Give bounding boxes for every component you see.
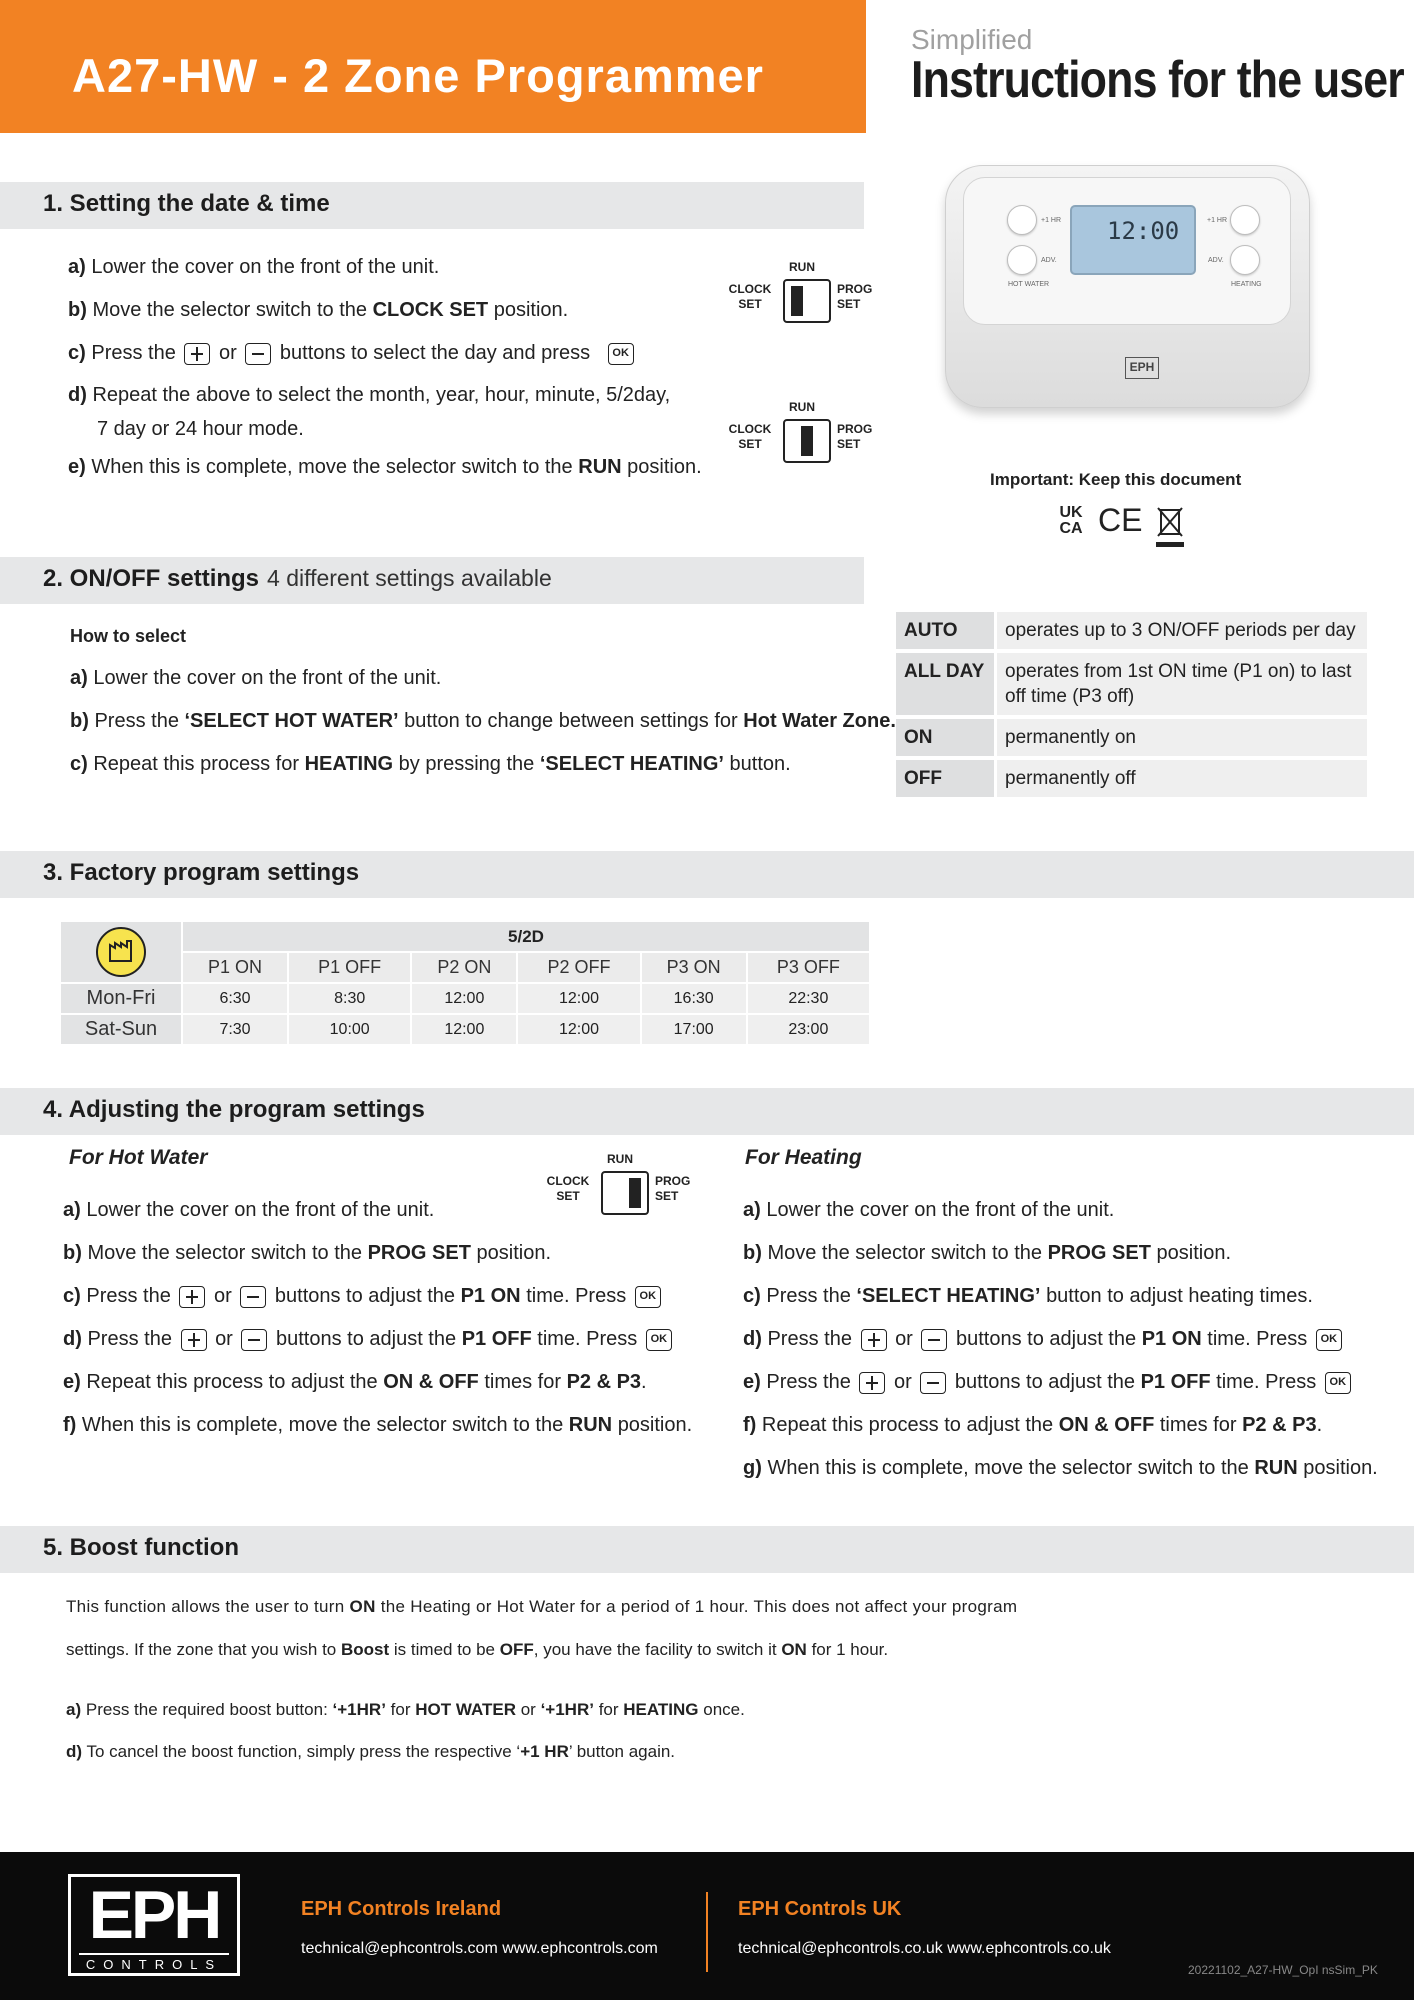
certification-marks bbox=[1054, 502, 1189, 552]
switch-prog-text: PROG bbox=[655, 1174, 691, 1188]
heating-adv-button bbox=[1230, 245, 1260, 275]
boost-paragraph-line-1 bbox=[66, 1594, 1017, 1620]
step-bold: ‘SELECT HEATING’ bbox=[539, 753, 724, 775]
plus-key-icon bbox=[179, 1286, 205, 1308]
table-row bbox=[61, 922, 869, 951]
step-text: Move the selector switch to the bbox=[87, 1242, 363, 1264]
section-5-title: 5. Boost function bbox=[43, 1534, 239, 1561]
eph-controls-logo bbox=[68, 1874, 240, 1976]
section-5-header bbox=[0, 1526, 1414, 1573]
hot-water-adv-button bbox=[1007, 245, 1037, 275]
para-text: , you have the facility to switch it bbox=[533, 1640, 777, 1659]
step-text: for bbox=[390, 1700, 411, 1719]
step-bold: P1 OFF bbox=[1140, 1371, 1211, 1393]
step-bold: RUN bbox=[578, 456, 622, 478]
ht-step-a bbox=[743, 1197, 1114, 1223]
ht-step-d bbox=[743, 1326, 1345, 1352]
boost-step-d bbox=[66, 1739, 675, 1765]
step-label: b) bbox=[63, 1242, 82, 1264]
header-main-title: Instructions for the user bbox=[911, 51, 1404, 109]
step-label: c) bbox=[63, 1285, 81, 1307]
boost-paragraph-line-2 bbox=[66, 1637, 888, 1663]
plus-key-icon bbox=[861, 1329, 887, 1351]
s1-step-e bbox=[68, 454, 702, 480]
step-text: once. bbox=[703, 1700, 745, 1719]
hw-step-b bbox=[63, 1240, 551, 1266]
s1-step-c bbox=[68, 340, 637, 366]
setting-key: AUTO bbox=[896, 612, 997, 649]
switch-prog-text: PROG bbox=[837, 282, 873, 296]
switch-clock-label bbox=[545, 1174, 591, 1204]
para-text: for 1 hour. bbox=[811, 1640, 889, 1659]
program-mode-header: 5/2D bbox=[183, 922, 869, 951]
time-cell: 10:00 bbox=[289, 1015, 410, 1044]
onoff-settings-table bbox=[896, 608, 1367, 801]
step-text: times for bbox=[1159, 1414, 1237, 1436]
step-label: a) bbox=[63, 1199, 81, 1221]
table-row bbox=[61, 984, 869, 1013]
step-text: time. Press bbox=[1216, 1371, 1317, 1393]
header-subtitle: Simplified bbox=[911, 24, 1033, 55]
step-bold: Hot Water Zone. bbox=[743, 710, 896, 732]
step-text: Press the bbox=[87, 1328, 172, 1350]
time-cell: 6:30 bbox=[183, 984, 287, 1013]
period-header: P2 OFF bbox=[518, 953, 639, 982]
ht-step-c bbox=[743, 1283, 1313, 1309]
step-text: buttons to adjust the bbox=[275, 1328, 457, 1350]
time-cell: 12:00 bbox=[518, 984, 639, 1013]
switch-body bbox=[783, 419, 831, 463]
selector-switch-prog-set bbox=[545, 1152, 695, 1222]
step-label: a) bbox=[70, 667, 88, 689]
s2-step-c bbox=[70, 751, 791, 777]
switch-body bbox=[783, 279, 831, 323]
table-row bbox=[896, 760, 1367, 797]
time-cell: 8:30 bbox=[289, 984, 410, 1013]
step-bold: P1 ON bbox=[1141, 1328, 1202, 1350]
minus-key-icon bbox=[920, 1372, 946, 1394]
time-cell: 7:30 bbox=[183, 1015, 287, 1044]
period-header: P1 OFF bbox=[289, 953, 410, 982]
step-text: ’ button again. bbox=[568, 1742, 676, 1761]
ireland-title: EPH Controls Ireland bbox=[301, 1898, 502, 1920]
section-3-header bbox=[0, 851, 1414, 898]
step-text: . bbox=[641, 1371, 647, 1393]
step-text: Repeat the above to select the month, year, hour, minute, 5/2day, bbox=[92, 384, 671, 406]
step-bold: ‘SELECT HOT WATER’ bbox=[184, 710, 399, 732]
switch-knob bbox=[791, 286, 803, 316]
switch-set-text: SET bbox=[837, 437, 861, 451]
step-text: Press the bbox=[94, 710, 179, 732]
switch-set-text: SET bbox=[738, 437, 762, 451]
step-text: Lower the cover on the front of the unit. bbox=[91, 256, 440, 278]
period-header: P2 ON bbox=[412, 953, 516, 982]
section-4-header bbox=[0, 1088, 1414, 1135]
step-label: g) bbox=[743, 1457, 762, 1479]
setting-desc: permanently off bbox=[997, 760, 1367, 797]
section-1-title: 1. Setting the date & time bbox=[43, 190, 330, 217]
table-row bbox=[61, 1015, 869, 1044]
step-text: button to adjust heating times. bbox=[1046, 1285, 1313, 1307]
device-logo: EPH bbox=[1125, 357, 1159, 379]
step-text: position. bbox=[1303, 1457, 1378, 1479]
ok-key-icon: OK bbox=[608, 343, 634, 365]
time-cell: 17:00 bbox=[642, 1015, 746, 1044]
table-row bbox=[61, 953, 869, 982]
s1-step-b bbox=[68, 297, 568, 323]
period-header: P3 ON bbox=[642, 953, 746, 982]
step-bold: HEATING bbox=[623, 1700, 699, 1719]
s1-step-d-cont: 7 day or 24 hour mode. bbox=[97, 418, 304, 440]
step-bold: ON & OFF bbox=[1058, 1414, 1155, 1436]
step-text: or bbox=[895, 1328, 913, 1350]
hw-step-c bbox=[63, 1283, 664, 1309]
step-text: To cancel the boost function, simply press the respective ‘ bbox=[86, 1742, 521, 1761]
uk-title: EPH Controls UK bbox=[738, 1898, 902, 1920]
minus-key-icon bbox=[241, 1329, 267, 1351]
factory-icon bbox=[96, 927, 146, 977]
ht-step-e bbox=[743, 1369, 1354, 1395]
step-text: or bbox=[520, 1700, 536, 1719]
switch-knob bbox=[801, 426, 813, 456]
hw-step-f bbox=[63, 1412, 692, 1438]
switch-set-text: SET bbox=[556, 1189, 580, 1203]
step-bold: PROG SET bbox=[1047, 1242, 1151, 1264]
setting-desc: permanently on bbox=[997, 719, 1367, 756]
switch-set-text: SET bbox=[837, 297, 861, 311]
factory-program-table bbox=[59, 920, 871, 1046]
table-row bbox=[896, 719, 1367, 756]
step-text: buttons to adjust the bbox=[954, 1371, 1136, 1393]
day-cell: Mon-Fri bbox=[61, 984, 181, 1013]
step-text: Move the selector switch to the bbox=[767, 1242, 1043, 1264]
device-label-adv-right: ADV. bbox=[1208, 257, 1224, 264]
step-text: When this is complete, move the selector switch to the bbox=[81, 1414, 564, 1436]
heating-subheading: For Heating bbox=[745, 1146, 862, 1169]
ireland-contact[interactable]: technical@ephcontrols.com www.ephcontrols.com bbox=[301, 1940, 658, 1957]
device-lcd bbox=[1070, 205, 1196, 275]
step-label: c) bbox=[70, 753, 88, 775]
step-bold: PROG SET bbox=[367, 1242, 471, 1264]
device-label-1hr-right: +1 HR bbox=[1207, 217, 1228, 224]
step-text: or bbox=[213, 1285, 232, 1307]
boost-step-a bbox=[66, 1697, 745, 1723]
ce-mark: CE bbox=[1098, 502, 1143, 538]
section-1-header bbox=[0, 182, 864, 229]
ok-key-icon: OK bbox=[1325, 1372, 1351, 1394]
setting-desc: operates from 1st ON time (P1 on) to last off time (P3 off) bbox=[997, 653, 1367, 715]
step-text: time. Press bbox=[526, 1285, 627, 1307]
para-text: the Heating or Hot Water for a period of 1 hour. This does not affect your program bbox=[380, 1597, 1018, 1616]
factory-glyph-icon bbox=[98, 929, 144, 975]
step-text: times for bbox=[484, 1371, 561, 1393]
step-text: Press the bbox=[767, 1328, 852, 1350]
product-title: A27-HW - 2 Zone Programmer bbox=[72, 49, 764, 102]
switch-clock-label bbox=[727, 282, 773, 312]
step-label: c) bbox=[743, 1285, 761, 1307]
step-text: for bbox=[598, 1700, 619, 1719]
step-text: Press the bbox=[766, 1371, 851, 1393]
hw-step-d bbox=[63, 1326, 675, 1352]
step-text: position. bbox=[627, 456, 702, 478]
setting-key: ALL DAY bbox=[896, 653, 997, 715]
step-bold: ‘+1HR’ bbox=[540, 1700, 594, 1719]
section-3-title: 3. Factory program settings bbox=[43, 859, 360, 886]
step-label: d) bbox=[68, 384, 87, 406]
hot-water-plus1hr-button bbox=[1007, 205, 1037, 235]
step-label: f) bbox=[743, 1414, 757, 1436]
para-text: is timed to be bbox=[393, 1640, 496, 1659]
time-cell: 12:00 bbox=[518, 1015, 639, 1044]
section-2-title-text: 2. ON/OFF settings bbox=[43, 565, 260, 592]
ht-step-g bbox=[743, 1455, 1378, 1481]
ht-step-f bbox=[743, 1412, 1322, 1438]
switch-set-text: SET bbox=[738, 297, 762, 311]
step-label: d) bbox=[66, 1742, 83, 1761]
device-label-heating: HEATING bbox=[1231, 281, 1262, 288]
step-text: Press the bbox=[91, 342, 176, 364]
section-2-title bbox=[43, 565, 552, 593]
step-text: Lower the cover on the front of the unit. bbox=[766, 1199, 1115, 1221]
important-note: Important: Keep this document bbox=[990, 470, 1242, 489]
step-text: Lower the cover on the front of the unit. bbox=[86, 1199, 435, 1221]
step-text: or bbox=[893, 1371, 912, 1393]
device-label-1hr-left: +1 HR bbox=[1041, 217, 1062, 224]
para-text: This function allows the user to turn bbox=[66, 1597, 345, 1616]
minus-key-icon bbox=[240, 1286, 266, 1308]
step-bold: P2 & P3 bbox=[566, 1371, 642, 1393]
s2-step-a bbox=[70, 665, 441, 691]
document-code: 20221102_A27-HW_OpI nsSim_PK bbox=[1188, 1963, 1378, 1977]
step-text: time. Press bbox=[1207, 1328, 1308, 1350]
weee-bin-icon bbox=[1154, 502, 1186, 552]
step-bold: CLOCK SET bbox=[372, 299, 489, 321]
table-row bbox=[896, 653, 1367, 715]
step-bold: RUN bbox=[568, 1414, 613, 1436]
ok-key-icon: OK bbox=[635, 1286, 661, 1308]
time-cell: 12:00 bbox=[412, 1015, 516, 1044]
hot-water-subheading: For Hot Water bbox=[69, 1146, 208, 1169]
switch-run-label: RUN bbox=[607, 1152, 633, 1166]
switch-clock-text: CLOCK bbox=[546, 1174, 590, 1188]
step-text: position. bbox=[493, 299, 569, 321]
switch-prog-label bbox=[837, 282, 872, 312]
section-2-subtitle: 4 different settings available bbox=[267, 565, 552, 591]
step-text: buttons to adjust the bbox=[274, 1285, 456, 1307]
step-label: d) bbox=[63, 1328, 82, 1350]
setting-desc: operates up to 3 ON/OFF periods per day bbox=[997, 612, 1367, 649]
ukca-mark: UK CA bbox=[1059, 504, 1083, 537]
step-label: e) bbox=[743, 1371, 761, 1393]
step-text: buttons to adjust the bbox=[955, 1328, 1137, 1350]
step-text: button. bbox=[729, 753, 791, 775]
para-bold: ON bbox=[781, 1640, 807, 1659]
step-label: a) bbox=[68, 256, 86, 278]
logo-subtext: CONTROLS bbox=[79, 1953, 229, 1972]
step-text: When this is complete, move the selector switch to the bbox=[91, 456, 573, 478]
step-text: Repeat this process to adjust the bbox=[86, 1371, 378, 1393]
step-text: or bbox=[215, 1328, 233, 1350]
step-text: or bbox=[218, 342, 237, 364]
selector-switch-run bbox=[727, 400, 877, 470]
time-cell: 22:30 bbox=[748, 984, 869, 1013]
selector-switch-clock-set bbox=[727, 260, 877, 330]
footer-divider bbox=[706, 1892, 708, 1972]
step-label: e) bbox=[63, 1371, 81, 1393]
switch-prog-text: PROG bbox=[837, 422, 873, 436]
switch-body bbox=[601, 1171, 649, 1215]
s1-step-d bbox=[68, 382, 670, 408]
minus-key-icon bbox=[245, 343, 271, 365]
device-image bbox=[945, 165, 1310, 410]
ok-key-icon: OK bbox=[1316, 1329, 1342, 1351]
step-text: Press the bbox=[766, 1285, 851, 1307]
step-text: When this is complete, move the selector switch to the bbox=[767, 1457, 1249, 1479]
step-bold: ON & OFF bbox=[383, 1371, 479, 1393]
heating-plus1hr-button bbox=[1230, 205, 1260, 235]
step-text: Repeat this process to adjust the bbox=[761, 1414, 1054, 1436]
step-text: Repeat this process for bbox=[93, 753, 300, 775]
time-cell: 23:00 bbox=[748, 1015, 869, 1044]
step-text: Lower the cover on the front of the unit. bbox=[93, 667, 442, 689]
s1-step-a bbox=[68, 254, 439, 280]
factory-icon-cell bbox=[61, 922, 181, 982]
step-bold: P1 ON bbox=[460, 1285, 521, 1307]
lcd-time: 12:00 bbox=[1107, 217, 1180, 245]
switch-set-text: SET bbox=[655, 1189, 679, 1203]
step-bold: HEATING bbox=[304, 753, 394, 775]
step-label: b) bbox=[743, 1242, 762, 1264]
step-bold: P1 OFF bbox=[461, 1328, 532, 1350]
step-label: c) bbox=[68, 342, 86, 364]
step-text: position. bbox=[1156, 1242, 1232, 1264]
uk-contact[interactable]: technical@ephcontrols.co.uk www.ephcontrols.co.uk bbox=[738, 1940, 1111, 1957]
para-bold: Boost bbox=[341, 1640, 390, 1659]
period-header: P3 OFF bbox=[748, 953, 869, 982]
switch-clock-label bbox=[727, 422, 773, 452]
step-text: . bbox=[1316, 1414, 1323, 1436]
step-label: d) bbox=[743, 1328, 762, 1350]
step-text: Press the required boost button: bbox=[85, 1700, 328, 1719]
step-text: time. Press bbox=[537, 1328, 638, 1350]
plus-key-icon bbox=[181, 1329, 207, 1351]
ht-step-b bbox=[743, 1240, 1231, 1266]
plus-key-icon bbox=[859, 1372, 885, 1394]
setting-key: ON bbox=[896, 719, 997, 756]
switch-clock-text: CLOCK bbox=[728, 422, 772, 436]
section-2-header bbox=[0, 557, 864, 604]
switch-clock-text: CLOCK bbox=[728, 282, 772, 296]
section-4-title: 4. Adjusting the program settings bbox=[43, 1096, 425, 1123]
step-text: Move the selector switch to the bbox=[92, 299, 368, 321]
step-bold: ‘+1HR’ bbox=[332, 1700, 386, 1719]
step-bold: RUN bbox=[1254, 1457, 1298, 1479]
period-header: P1 ON bbox=[183, 953, 287, 982]
hw-step-e bbox=[63, 1369, 647, 1395]
step-label: a) bbox=[743, 1199, 761, 1221]
step-label: a) bbox=[66, 1700, 82, 1719]
device-label-hot-water: HOT WATER bbox=[1008, 281, 1050, 288]
device-label-adv-left: ADV. bbox=[1041, 257, 1057, 264]
step-text: button to change between settings for bbox=[404, 710, 738, 732]
step-label: e) bbox=[68, 456, 86, 478]
day-cell: Sat-Sun bbox=[61, 1015, 181, 1044]
plus-key-icon bbox=[184, 343, 210, 365]
logo-text: EPH bbox=[88, 1877, 220, 1953]
switch-run-label: RUN bbox=[789, 260, 815, 274]
time-cell: 16:30 bbox=[642, 984, 746, 1013]
step-text: buttons to select the day and press bbox=[279, 342, 591, 364]
minus-key-icon bbox=[921, 1329, 947, 1351]
step-label: b) bbox=[70, 710, 89, 732]
step-text: Press the bbox=[86, 1285, 171, 1307]
table-row bbox=[896, 612, 1367, 649]
how-to-select-heading: How to select bbox=[70, 626, 187, 646]
step-bold: +1 HR bbox=[520, 1742, 569, 1761]
step-text: position. bbox=[476, 1242, 552, 1264]
s2-step-b bbox=[70, 708, 896, 734]
switch-knob bbox=[629, 1178, 641, 1208]
step-bold: HOT WATER bbox=[415, 1700, 516, 1719]
step-bold: ‘SELECT HEATING’ bbox=[856, 1285, 1041, 1307]
switch-run-label: RUN bbox=[789, 400, 815, 414]
step-bold: P2 & P3 bbox=[1242, 1414, 1317, 1436]
para-bold: OFF bbox=[499, 1640, 534, 1659]
switch-prog-label bbox=[837, 422, 872, 452]
switch-prog-label bbox=[655, 1174, 690, 1204]
step-text: by pressing the bbox=[398, 753, 535, 775]
setting-key: OFF bbox=[896, 760, 997, 797]
step-text: position. bbox=[617, 1414, 693, 1436]
para-bold: ON bbox=[349, 1597, 376, 1616]
para-text: settings. If the zone that you wish to bbox=[66, 1640, 337, 1659]
step-label: f) bbox=[63, 1414, 77, 1436]
hw-step-a bbox=[63, 1197, 434, 1223]
ok-key-icon: OK bbox=[646, 1329, 672, 1351]
step-label: b) bbox=[68, 299, 87, 321]
time-cell: 12:00 bbox=[412, 984, 516, 1013]
